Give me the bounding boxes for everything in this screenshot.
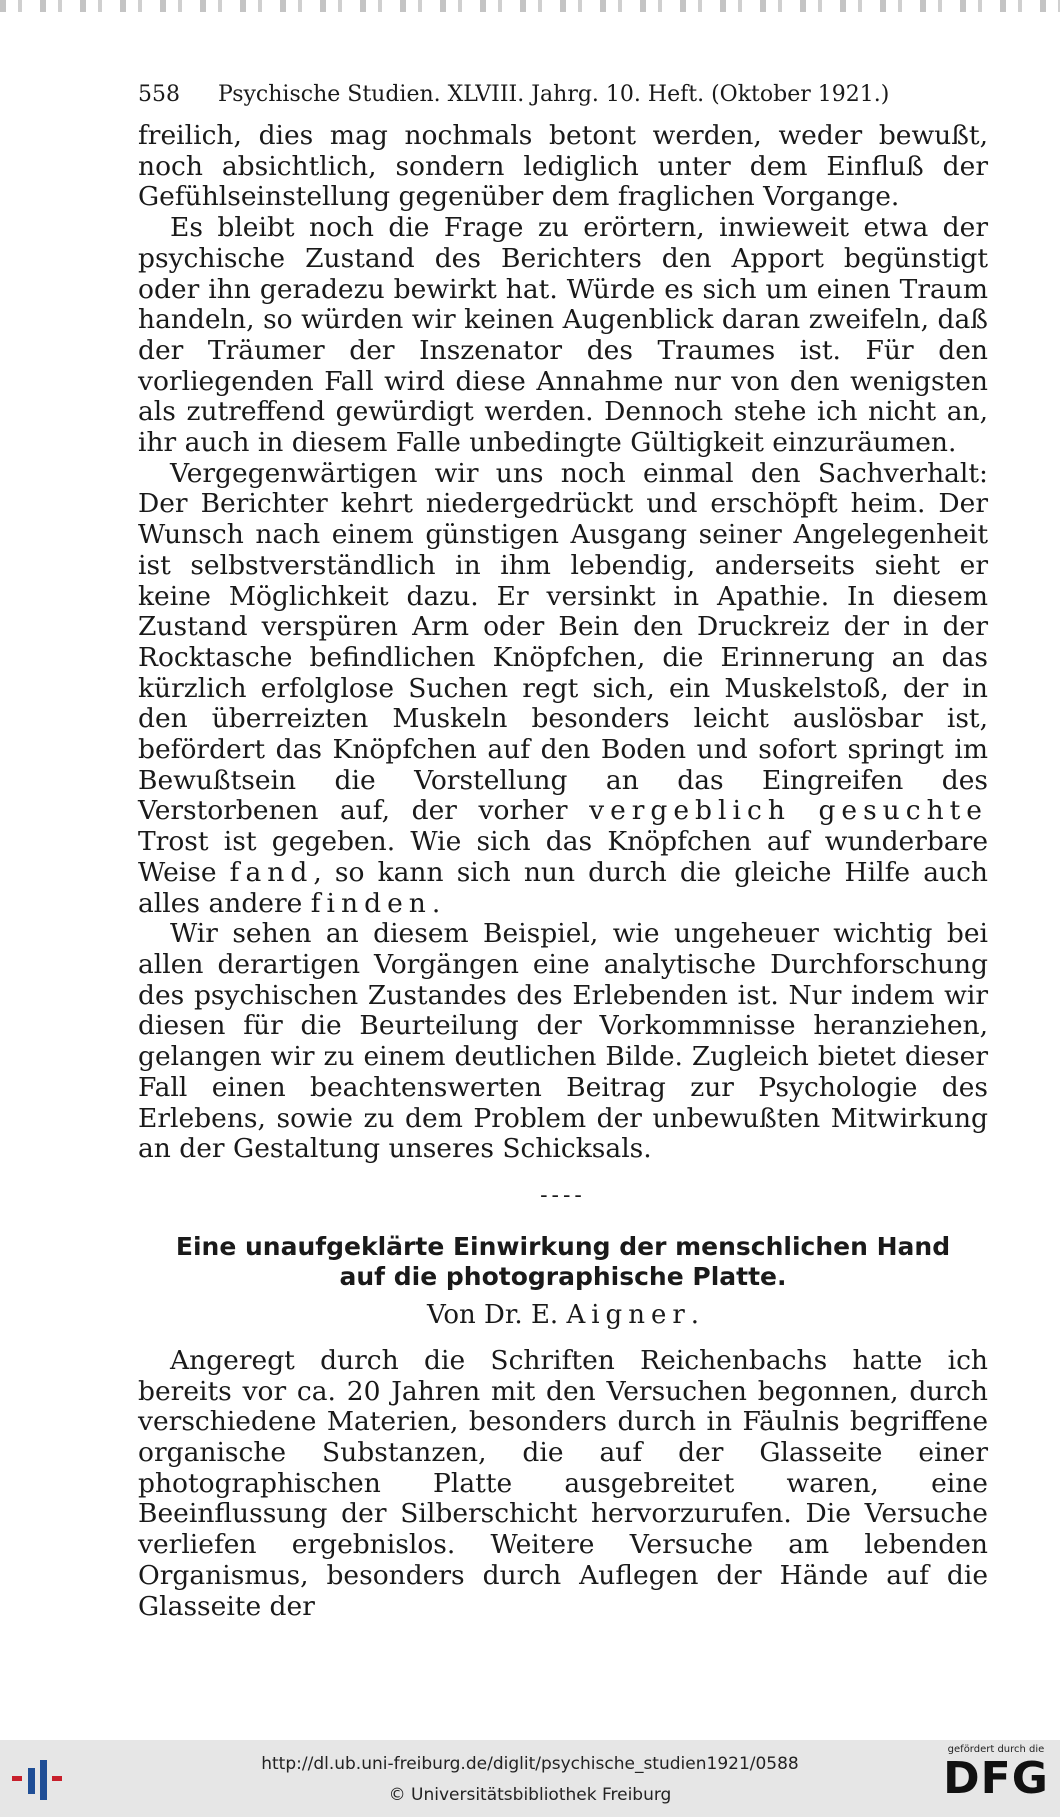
paragraph: [138, 919, 988, 1165]
copyright-notice: © Universitätsbibliothek Freiburg: [388, 1785, 672, 1805]
paragraph: [138, 213, 988, 459]
text-run: freilich, dies mag nochmals betont werden, weder bewußt, noch absichtlich, sondern lediglich unter dem Einfluß der Gefühlseinstellung gegenüber dem fraglichen Vorgange.: [138, 120, 988, 213]
byline-prefix: Von Dr. E.: [426, 1299, 567, 1330]
dfg-caption: gefördert durch die: [947, 1744, 1045, 1755]
paragraph: [138, 459, 988, 920]
text-run: , so kann sich nun durch die gleiche Hilfe auch alles andere: [138, 856, 988, 919]
emphasis-spaced-text: finden: [310, 887, 432, 919]
byline-suffix: .: [690, 1299, 700, 1330]
running-head: [138, 82, 988, 107]
dfg-funding-block: [940, 1744, 1052, 1803]
text-run: Vergegenwärtigen wir uns noch einmal den Sachverhalt: Der Berichter kehrt niedergedrückt und erschöpft heim. Der Wunsch nach einem günstigen Ausgang seiner Angelegenheit ist selbstverständlich in ihm lebendig, anderseits sieht er keine Möglichkeit dazu. Er versinkt in Apathie. In diesem Zustand verspüren Arm oder Bein den Druckreiz der in der Rocktasche befindlichen Knöpfchen, die Erinnerung an das kürzlich erfolglose Suchen regt sich, ein Muskelstoß, der in den überreizten Muskeln besonders leicht auslösbar ist, befördert das Knöpfchen auf den Boden und sofort springt im Bewußtsein die Vorstellung an das Eingreifen des Verstorbenen auf, der vorher: [138, 457, 988, 827]
byline-author: Aigner: [566, 1299, 691, 1330]
paragraph-continuation: [138, 121, 988, 213]
dfg-logo: DFG: [943, 1753, 1049, 1804]
text-run: .: [431, 887, 441, 919]
article-title-line-1: Eine unaufgeklärte Einwirkung der menschlichen Hand: [175, 1231, 951, 1261]
article-byline: [138, 1300, 988, 1330]
text-run: Trost ist gegeben. Wie sich das Knöpfchen auf wunderbare Weise: [138, 826, 988, 888]
text-run: Es bleibt noch die Frage zu erörtern, inwieweit etwa der psychische Zustand des Berichters den Apport begünstigt oder ihn geradezu bewirkt hat. Würde es sich um einen Traum handeln, so würden wir keinen Augenblick daran zweifeln, daß der Träumer der Inszenator des Traumes ist. Für den vorliegenden Fall wird diese Annahme nur von den wenigsten als zutreffend gewürdigt werden. Dennoch stehe ich nicht an, ihr auch in diesem Falle unbedingte Gültigkeit einzuräumen.: [138, 212, 988, 459]
emphasis-spaced-text: fand: [229, 856, 314, 888]
text-run: Wir sehen an diesem Beispiel, wie ungeheuer wichtig bei allen derartigen Vorgängen eine analytische Durchforschung des psychischen Zustandes des Erlebenden ist. Nur indem wir diesen für die Beurteilung der Vorkommnisse heranziehen, gelangen wir zu einem deutlichen Bilde. Zugleich bietet dieser Fall einen beachtenswerten Beitrag zur Psychologie des Erlebens, sowie zu dem Problem der unbewußten Mitwirkung an der Gestaltung unseres Schicksals.: [138, 918, 988, 1165]
section-divider: ----: [540, 1182, 586, 1208]
document-page: [138, 82, 988, 1622]
scan-edge-artifact: [0, 0, 1060, 12]
article-title-line-2: auf die photographische Platte.: [339, 1261, 787, 1291]
emphasis-spaced-text: vergeblich gesuchte: [589, 795, 988, 827]
viewer-footer: [0, 1740, 1060, 1817]
document-url-link[interactable]: http://dl.ub.uni-freiburg.de/diglit/psychische_studien1921/0588: [261, 1754, 799, 1774]
article-body-paragraph: Angeregt durch die Schriften Reichenbachs hatte ich bereits vor ca. 20 Jahren mit den Versuchen begonnen, durch verschiedene Materien, besonders durch in Fäulnis begriffene organische Substanzen, die auf der Glasseite einer photographischen Platte ausgebreitet waren, eine Beeinflussung der Silberschicht hervorzurufen. Die Versuche verliefen ergebnislos. Weitere Versuche am lebenden Organismus, besonders durch Auflegen der Hände auf die Glasseite der: [138, 1344, 988, 1622]
journal-header: Psychische Studien. XLVIII. Jahrg. 10. Heft. (Oktober 1921.): [218, 82, 890, 107]
page-number: 558: [138, 82, 180, 107]
